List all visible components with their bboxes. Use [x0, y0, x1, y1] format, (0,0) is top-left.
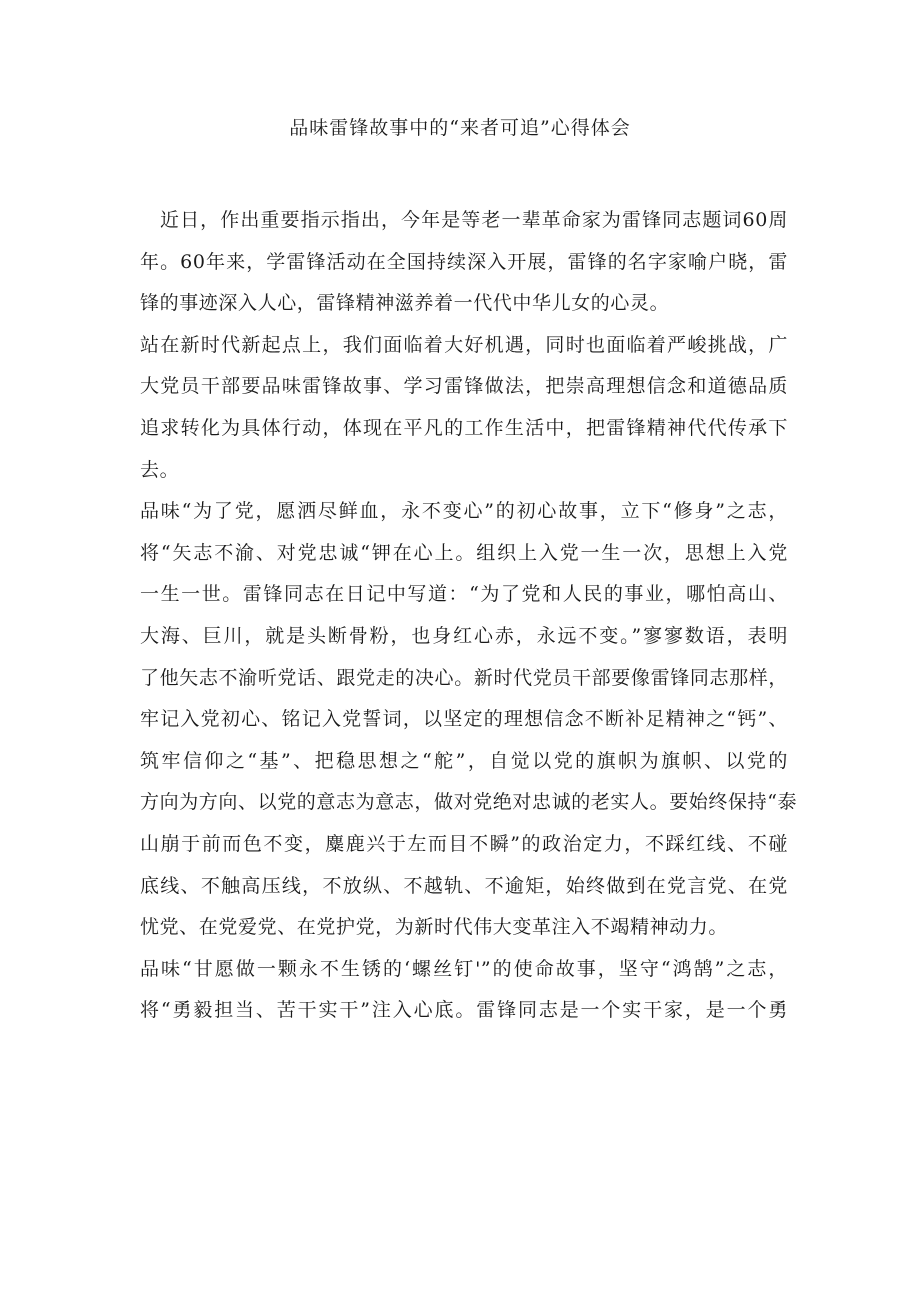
text-line: 年。60年来，学雷锋活动在全国持续深入开展，雷锋的名字家喻户晓，雷	[140, 250, 788, 273]
text-line: 筑牢信仰之“基”、把稳思想之“舵”，自觉以党的旗帜为旗帜、以党的	[140, 749, 788, 772]
text-line: 品味“甘愿做一颗永不生锈的‘螺丝钉'”的使命故事，坚守“鸿鹄”之志，	[140, 957, 788, 980]
text-line: 山崩于前而色不变，麋鹿兴于左而目不瞬”的政治定力，不踩红线、不碰	[140, 832, 788, 855]
text-line: 忧党、在党爱党、在党护党，为新时代伟大变革注入不竭精神动力。	[140, 916, 729, 939]
text-line: 去。	[140, 458, 180, 481]
text-line: 追求转化为具体行动，体现在平凡的工作生活中，把雷锋精神代代传承下	[140, 416, 788, 439]
text-line: 品味“为了党，愿洒尽鲜血，永不变心”的初心故事，立下“修身”之志，	[140, 500, 788, 523]
text-line: 近日，作出重要指示指出，今年是等老一辈革命家为雷锋同志题词60周	[160, 209, 788, 231]
text-line: 一生一世。雷锋同志在日记中写道：“为了党和人民的事业，哪怕高山、	[140, 583, 788, 606]
text-line: 将“矢志不渝、对党忠诚“钾在心上。组织上入党一生一次，思想上入党	[140, 541, 788, 564]
document-body	[140, 200, 798, 1032]
text-line: 将“勇毅担当、苦干实干”注入心底。雷锋同志是一个实干家，是一个勇	[140, 999, 788, 1022]
text-line: 锋的事迹深入人心，雷锋精神滋养着一代代中华儿女的心灵。	[140, 292, 670, 315]
text-line: 底线、不触高压线，不放纵、不越轨、不逾矩，始终做到在党言党、在党	[140, 874, 788, 897]
text-line: 牢记入党初心、铭记入党誓词，以坚定的理想信念不断补足精神之“钙”、	[140, 708, 788, 731]
text-line: 了他矢志不渝听党话、跟党走的决心。新时代党员干部要像雷锋同志那样，	[140, 666, 788, 689]
text-line: 大党员干部要品味雷锋故事、学习雷锋做法，把崇高理想信念和道德品质	[140, 375, 788, 398]
text-line: 方向为方向、以党的意志为意志，做对党绝对忠诚的老实人。要始终保持“泰	[140, 791, 798, 814]
document-title: 品味雷锋故事中的“来者可追”心得体会	[289, 117, 631, 139]
text-line: 站在新时代新起点上，我们面临着大好机遇，同时也面临着严峻挑战，广	[140, 333, 788, 356]
text-line: 大海、巨川，就是头断骨粉，也身红心赤，永远不变。”寥寥数语，表明	[140, 624, 788, 647]
